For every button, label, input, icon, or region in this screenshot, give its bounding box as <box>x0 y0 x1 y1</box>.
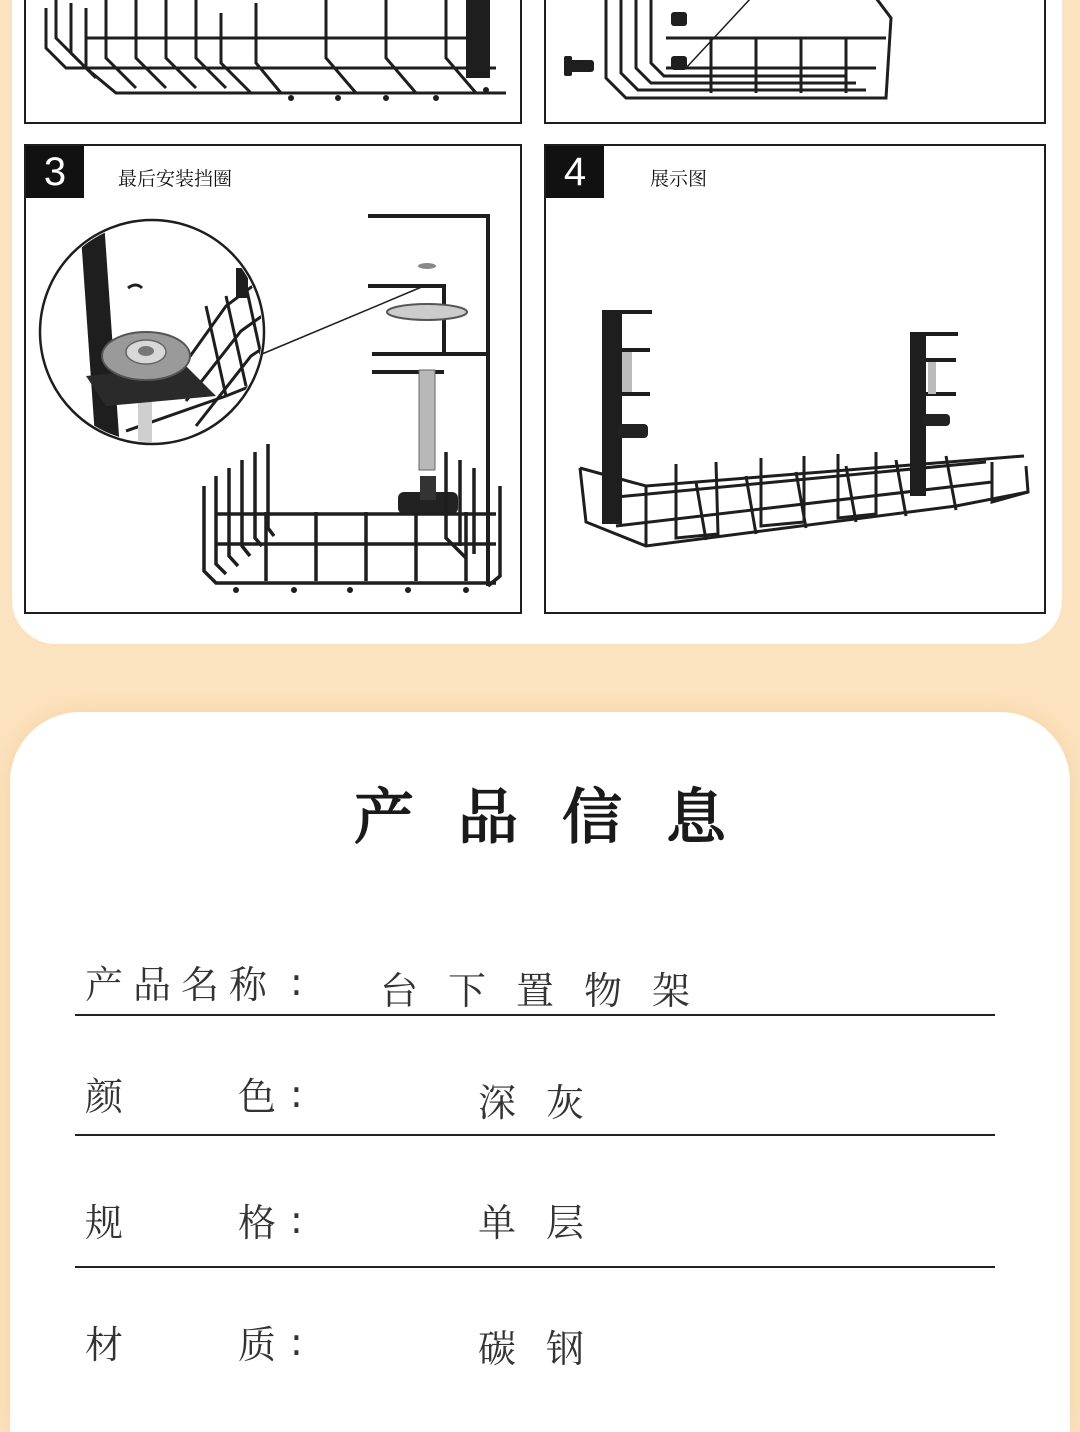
info-label-name: 产品名称 <box>85 963 278 1007</box>
info-value-material: 碳钢 <box>478 1327 615 1371</box>
info-colon: : <box>290 960 313 1004</box>
row-divider <box>75 1014 995 1016</box>
product-info-title: 产品信息 <box>354 783 770 853</box>
step-2-panel <box>544 0 1046 124</box>
info-label-material-a: 材 <box>85 1323 134 1367</box>
info-colon: : <box>290 1198 313 1242</box>
step-3-panel <box>24 144 522 614</box>
info-label-color-b: 色 <box>238 1075 287 1119</box>
info-value-spec: 单层 <box>478 1201 615 1245</box>
step-1-illustration <box>26 0 522 124</box>
info-row-color <box>75 1062 995 1142</box>
info-row-name <box>75 940 995 1020</box>
info-colon: : <box>290 1320 313 1364</box>
row-divider <box>75 1134 995 1136</box>
step-1-panel <box>24 0 522 124</box>
info-row-spec <box>75 1190 995 1270</box>
step-4-caption: 展示图 <box>650 168 708 190</box>
info-value-color: 深灰 <box>478 1081 615 1125</box>
step-2-illustration <box>546 0 1046 124</box>
step-4-illustration <box>546 146 1046 614</box>
info-label-material-b: 质 <box>238 1323 287 1367</box>
info-label-spec-b: 格 <box>238 1201 287 1245</box>
step-3-number: 3 <box>26 146 84 198</box>
step-4-number: 4 <box>546 146 604 198</box>
step-3-caption: 最后安装挡圈 <box>118 168 233 190</box>
info-label-spec-a: 规 <box>85 1201 134 1245</box>
info-value-name: 台下置物架 <box>380 969 721 1013</box>
info-row-material <box>75 1312 995 1371</box>
info-colon: : <box>290 1072 313 1116</box>
step-3-illustration <box>26 146 522 614</box>
info-label-color-a: 颜 <box>85 1075 134 1119</box>
row-divider <box>75 1266 995 1268</box>
step-4-panel <box>544 144 1046 614</box>
